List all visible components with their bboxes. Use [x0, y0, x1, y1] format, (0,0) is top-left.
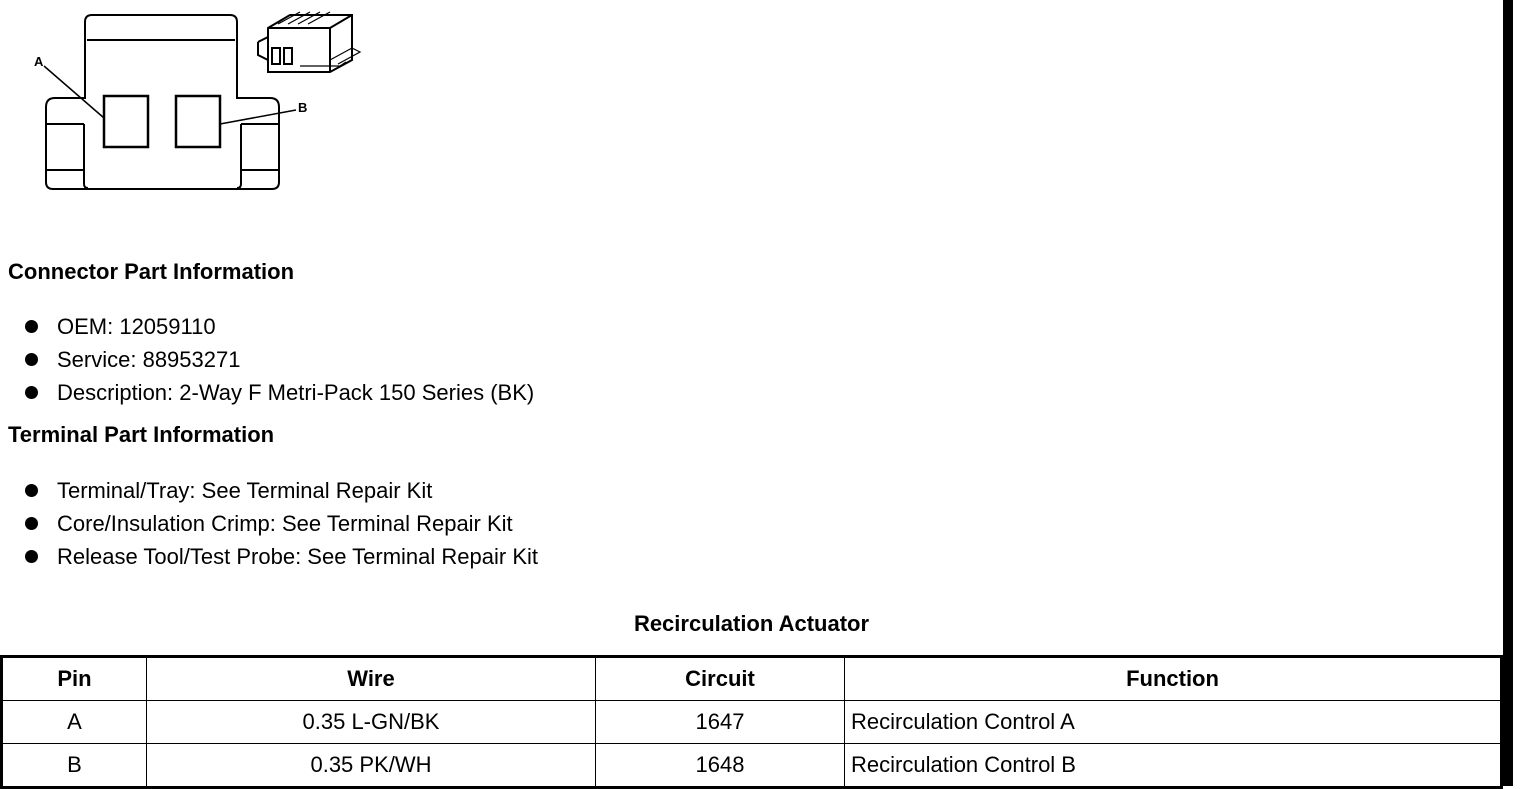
connector-oem: OEM: 12059110 — [57, 314, 216, 339]
header-pin: Pin — [2, 657, 147, 701]
bullet-icon — [25, 353, 38, 366]
release-tool-test-probe: Release Tool/Test Probe: See Terminal Repair Kit — [57, 544, 538, 569]
cell-wire: 0.35 PK/WH — [147, 744, 596, 788]
connector-description: Description: 2-Way F Metri-Pack 150 Series (BK) — [57, 380, 535, 405]
bullet-icon — [25, 550, 38, 563]
core-insulation-crimp: Core/Insulation Crimp: See Terminal Repair Kit — [57, 511, 513, 536]
table-header-row — [2, 657, 1502, 701]
table-title: Recirculation Actuator — [633, 611, 870, 636]
list-item — [24, 474, 538, 507]
cell-circuit: 1647 — [596, 701, 845, 744]
bullet-icon — [25, 484, 38, 497]
header-function: Function — [845, 657, 1502, 701]
cell-function: Recirculation Control A — [845, 701, 1502, 744]
connector-diagram — [0, 0, 380, 200]
connector-part-list — [24, 310, 534, 409]
cell-function: Recirculation Control B — [845, 744, 1502, 788]
pin-label-a: A — [34, 54, 44, 69]
bullet-icon — [25, 320, 38, 333]
pin-table — [0, 655, 1503, 789]
list-item — [24, 507, 538, 540]
bullet-icon — [25, 517, 38, 530]
cell-wire: 0.35 L-GN/BK — [147, 701, 596, 744]
list-item — [24, 540, 538, 573]
header-circuit: Circuit — [596, 657, 845, 701]
connector-service: Service: 88953271 — [57, 347, 241, 372]
bullet-icon — [25, 386, 38, 399]
connector-part-heading: Connector Part Information — [8, 259, 295, 284]
list-item — [24, 310, 534, 343]
list-item — [24, 343, 534, 376]
cell-pin: A — [2, 701, 147, 744]
terminal-part-heading: Terminal Part Information — [8, 422, 275, 447]
header-wire: Wire — [147, 657, 596, 701]
cell-circuit: 1648 — [596, 744, 845, 788]
table-row — [2, 744, 1502, 788]
page-border — [1503, 0, 1513, 786]
terminal-tray: Terminal/Tray: See Terminal Repair Kit — [57, 478, 433, 503]
terminal-part-list — [24, 474, 538, 573]
table-row — [2, 701, 1502, 744]
pin-label-b: B — [298, 100, 308, 115]
list-item — [24, 376, 534, 409]
cell-pin: B — [2, 744, 147, 788]
